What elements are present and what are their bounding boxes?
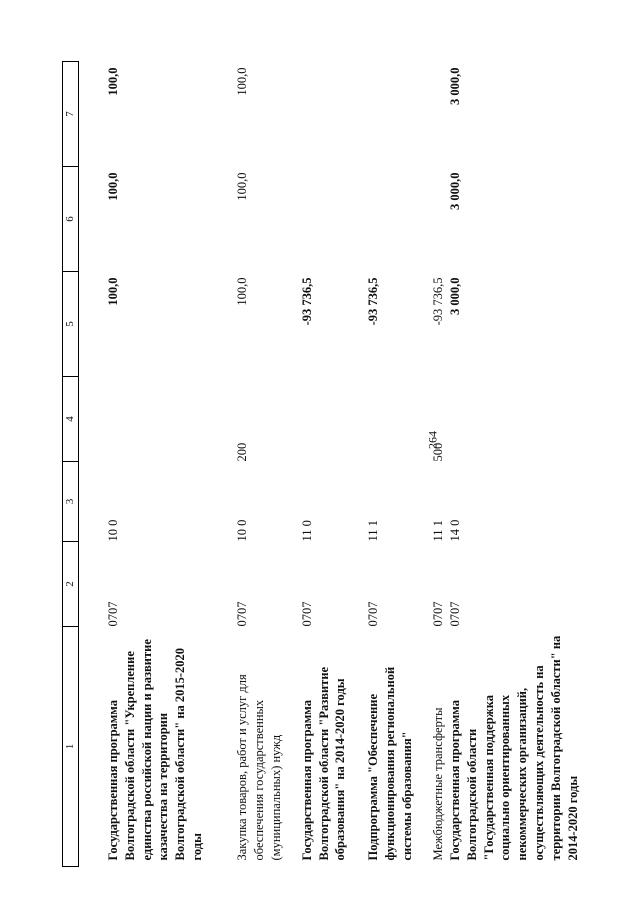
amount-cell-year1: 100,0 (105, 277, 120, 306)
program-code-cell: 10 0 (105, 519, 120, 542)
row-name-cell: Государственная программа Волгоградской области "Развитие образования" на 2014-2020 годы (299, 666, 348, 861)
section-code-cell: 0707 (105, 601, 120, 627)
amount-cell-year2: 100,0 (235, 172, 250, 201)
row-name-cell: Подпрограмма "Обеспечение функционирования региональной системы образования" (366, 666, 415, 861)
page-number: 264 (425, 431, 440, 449)
expense-type-cell: 500 (430, 442, 445, 462)
section-code-cell: 0707 (366, 601, 381, 627)
amount-cell-year3: 100,0 (105, 67, 120, 96)
amount-cell-year2: 100,0 (105, 172, 120, 201)
amount-cell-year2 (349, 167, 416, 272)
column-header: 3 (63, 462, 79, 542)
section-code-cell: 0707 (235, 601, 250, 627)
budget-table (62, 61, 582, 867)
program-code-cell: 11 1 (366, 520, 381, 542)
column-header: 5 (63, 272, 79, 377)
amount-cell-year2: 3 000,0 (447, 172, 462, 210)
amount-cell-year3 (285, 62, 350, 167)
table-row (206, 62, 285, 867)
row-name-cell: Государственная программа Волгоградской области "Государственная поддержка социально ориентированных некоммерческих организаций, осуществляющих деятельность на территории Волгоградской области" на 2014-2020 годы (447, 635, 580, 861)
table-row (416, 62, 447, 867)
table-header-row (63, 62, 79, 867)
table-row (285, 62, 350, 867)
row-name-cell: Межбюджетные трансферты (430, 707, 445, 861)
expense-type-cell (78, 377, 206, 462)
amount-cell-year3 (349, 62, 416, 167)
program-code-cell: 11 0 (299, 520, 314, 542)
program-code-cell: 10 0 (235, 519, 250, 542)
row-name-cell: Государственная программа Волгоградской области "Укрепление единства российской нации и развитие казачества на территории Волгоградской области" на 2015-2020 годы (105, 639, 205, 861)
amount-cell-year1: 3 000,0 (447, 277, 462, 315)
section-code-cell: 0707 (447, 601, 462, 627)
table-row (447, 62, 582, 867)
program-code-cell: 14 0 (447, 519, 462, 542)
expense-type-cell (447, 377, 582, 462)
expense-type-cell (285, 377, 350, 462)
amount-cell-year1: -93 736,5 (366, 277, 381, 326)
table-body (78, 62, 582, 867)
amount-cell-year3: 100,0 (235, 67, 250, 96)
budget-table-area (62, 62, 602, 867)
row-name-cell: Закупка товаров, работ и услуг для обеспечения государственных (муниципальных) нужд (235, 674, 283, 861)
section-code-cell: 0707 (299, 601, 314, 627)
expense-type-cell: 200 (235, 442, 250, 462)
amount-cell-year2 (416, 167, 447, 272)
column-header: 4 (63, 377, 79, 462)
column-header: 1 (63, 627, 79, 867)
amount-cell-year3: 3 000,0 (447, 67, 462, 105)
expense-type-cell (349, 377, 416, 462)
table-row (349, 62, 416, 867)
amount-cell-year2 (285, 167, 350, 272)
amount-cell-year3 (416, 62, 447, 167)
column-header: 7 (63, 62, 79, 167)
amount-cell-year1: -93 736,5 (299, 277, 314, 326)
column-header: 2 (63, 542, 79, 627)
column-header: 6 (63, 167, 79, 272)
amount-cell-year1: -93 736,5 (430, 277, 445, 326)
amount-cell-year1: 100,0 (235, 277, 250, 306)
program-code-cell: 11 1 (430, 520, 445, 542)
section-code-cell: 0707 (430, 601, 445, 627)
table-row (78, 62, 206, 867)
